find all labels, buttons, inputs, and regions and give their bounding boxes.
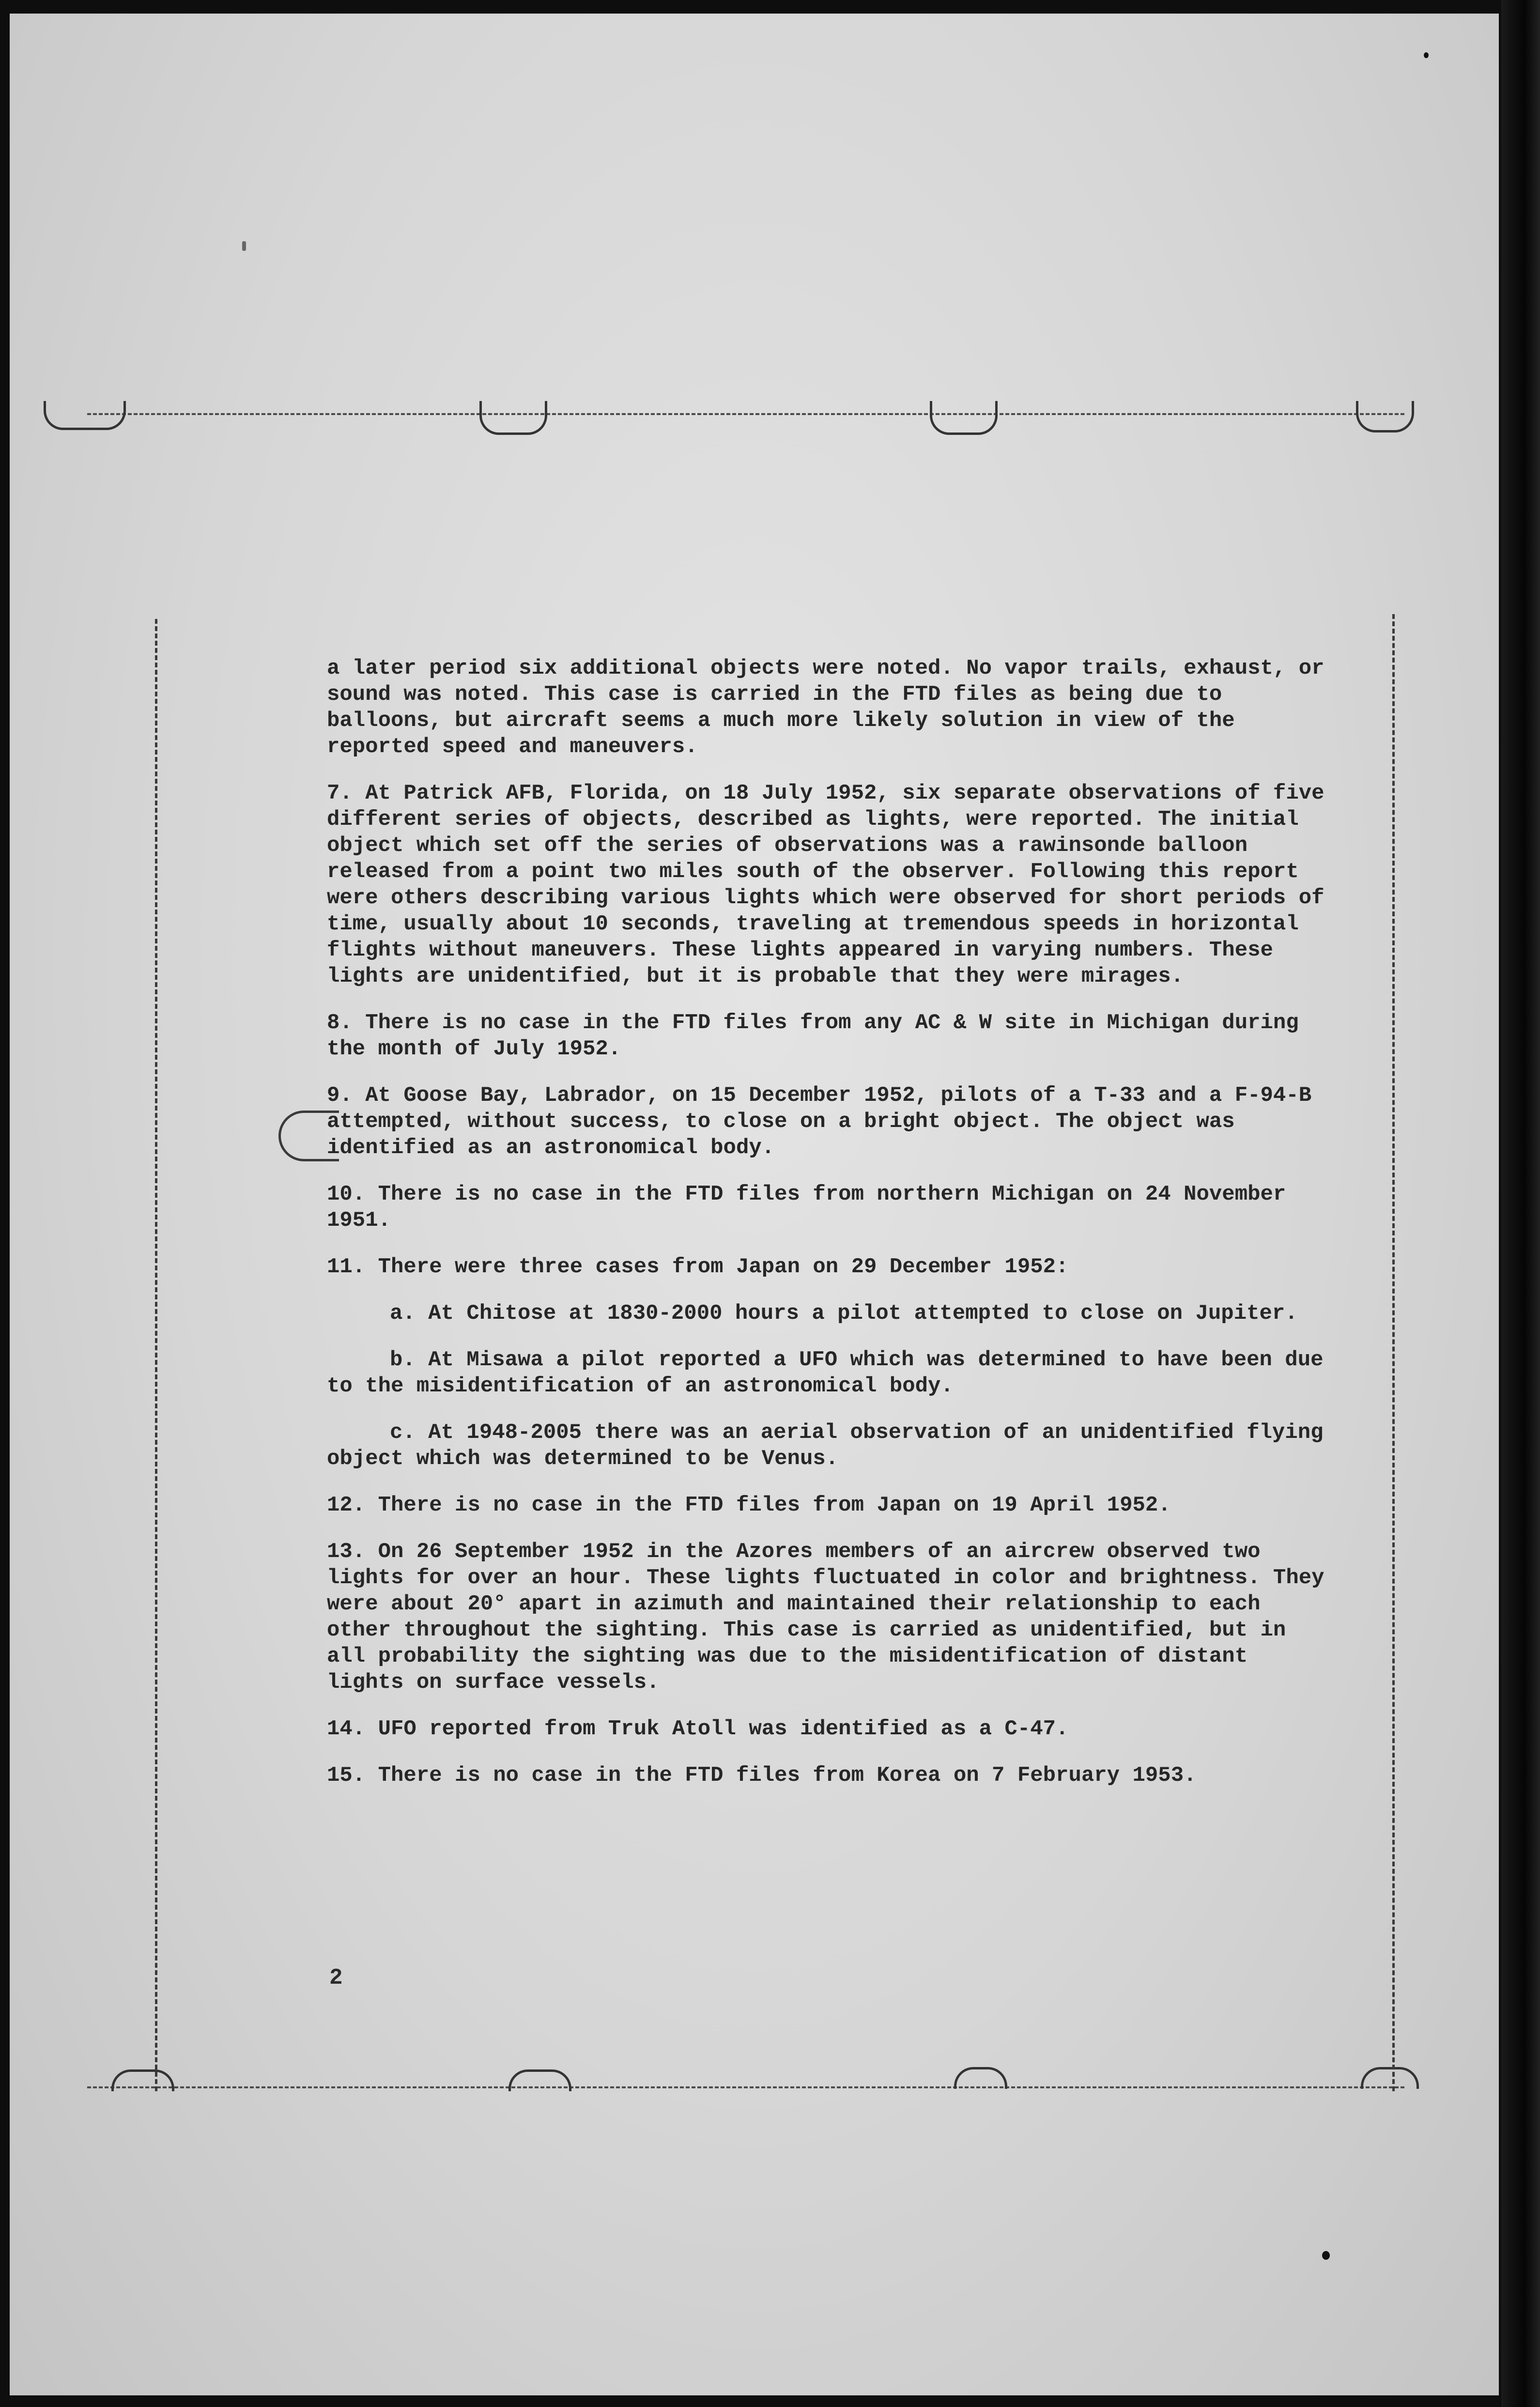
registration-mark [111, 2069, 174, 2091]
top-registration-line [87, 413, 1404, 415]
registration-mark [1356, 401, 1414, 432]
film-edge [1501, 0, 1540, 2407]
paragraph-text: There were three cases from Japan on 29 December 1952: [378, 1255, 1069, 1279]
bottom-registration-line [87, 2086, 1404, 2088]
speck [1322, 2251, 1330, 2260]
paragraph-number: 8. [327, 1011, 353, 1035]
subparagraph-text: At Misawa a pilot reported a UFO which was determined to have been due to the misidentification of an astronomical body. [327, 1348, 1324, 1398]
subparagraph-letter: b. [390, 1348, 416, 1372]
subparagraph-text: At 1948-2005 there was an aerial observation of an unidentified flying object which was determined to be Venus. [327, 1420, 1324, 1471]
paragraph-11 [327, 1254, 1332, 1280]
subparagraph-letter: a. [390, 1301, 416, 1326]
registration-mark [508, 2069, 571, 2091]
registration-mark [954, 2067, 1007, 2089]
subparagraph-a [327, 1300, 1332, 1327]
subparagraph-c [327, 1420, 1332, 1472]
paragraph-9 [327, 1082, 1332, 1161]
paragraph-number: 12. [327, 1493, 366, 1517]
intro-paragraph: a later period six additional objects were noted. No vapor trails, exhaust, or sound was noted. This case is carried in the FTD files as being due to balloons, but aircraft seems a much more likely solution in view of the reported speed and maneuvers. [327, 656, 1324, 759]
speck [242, 241, 246, 251]
registration-mark [930, 401, 998, 435]
paragraph-text: There is no case in the FTD files from northern Michigan on 24 November 1951. [327, 1182, 1286, 1233]
paragraph-7 [327, 780, 1332, 989]
document-page [10, 14, 1499, 2395]
subparagraph-text: At Chitose at 1830-2000 hours a pilot attempted to close on Jupiter. [428, 1301, 1298, 1326]
paragraph-number: 9. [327, 1083, 353, 1108]
paragraph-number: 11. [327, 1255, 366, 1279]
registration-mark [479, 401, 547, 435]
paragraph-text: On 26 September 1952 in the Azores members of an aircrew observed two lights for over an hour. These lights fluctuated in color and brightness. They were about 20° apart in azimuth and maintained their relationship to each other throughout the sighting. This case is carried as unidentified, but in all probability the sighting was due to the misidentification of distant lights on surface vessels. [327, 1540, 1324, 1695]
paragraph-number: 13. [327, 1540, 366, 1564]
frame-right-border [1392, 614, 1395, 2091]
paragraph-12 [327, 1492, 1332, 1518]
subparagraph-b [327, 1347, 1332, 1399]
paragraph-number: 15. [327, 1763, 366, 1788]
registration-mark [1361, 2067, 1419, 2089]
paragraph-number: 10. [327, 1182, 366, 1206]
paragraph-text: There is no case in the FTD files from Japan on 19 April 1952. [378, 1493, 1171, 1517]
paragraph-text: UFO reported from Truk Atoll was identified as a C-47. [378, 1717, 1069, 1741]
document-body [327, 655, 1332, 1809]
paragraph-number: 14. [327, 1717, 366, 1741]
paragraph-number: 7. [327, 781, 353, 805]
subparagraph-letter: c. [390, 1420, 416, 1445]
paragraph-15 [327, 1762, 1332, 1789]
paragraph-text: At Patrick AFB, Florida, on 18 July 1952, six separate observations of five different series of objects, described as lights, were reported. The initial object which set off the series of observations was a rawinsonde balloon released from a point two miles south of the observer. Following this report were others describing various lights which were observed for short periods of time, usually about 10 seconds, traveling at tremendous speeds in horizontal flights without maneuvers. These lights appeared in varying numbers. These lights are unidentified, but it is probable that they were mirages. [327, 781, 1324, 988]
paragraph-14 [327, 1716, 1332, 1742]
registration-mark [44, 401, 126, 430]
paragraph-8 [327, 1010, 1332, 1062]
paragraph-10 [327, 1181, 1332, 1234]
speck [1424, 52, 1429, 58]
page-number: 2 [329, 1965, 343, 1990]
paragraph-13 [327, 1539, 1332, 1696]
frame-left-border [155, 619, 157, 2091]
paragraph-text: At Goose Bay, Labrador, on 15 December 1952, pilots of a T-33 and a F-94-B attempted, without success, to close on a bright object. The object was identified as an astronomical body. [327, 1083, 1312, 1160]
paragraph-text: There is no case in the FTD files from any AC & W site in Michigan during the month of July 1952. [327, 1011, 1299, 1061]
paragraph-text: There is no case in the FTD files from Korea on 7 February 1953. [378, 1763, 1197, 1788]
